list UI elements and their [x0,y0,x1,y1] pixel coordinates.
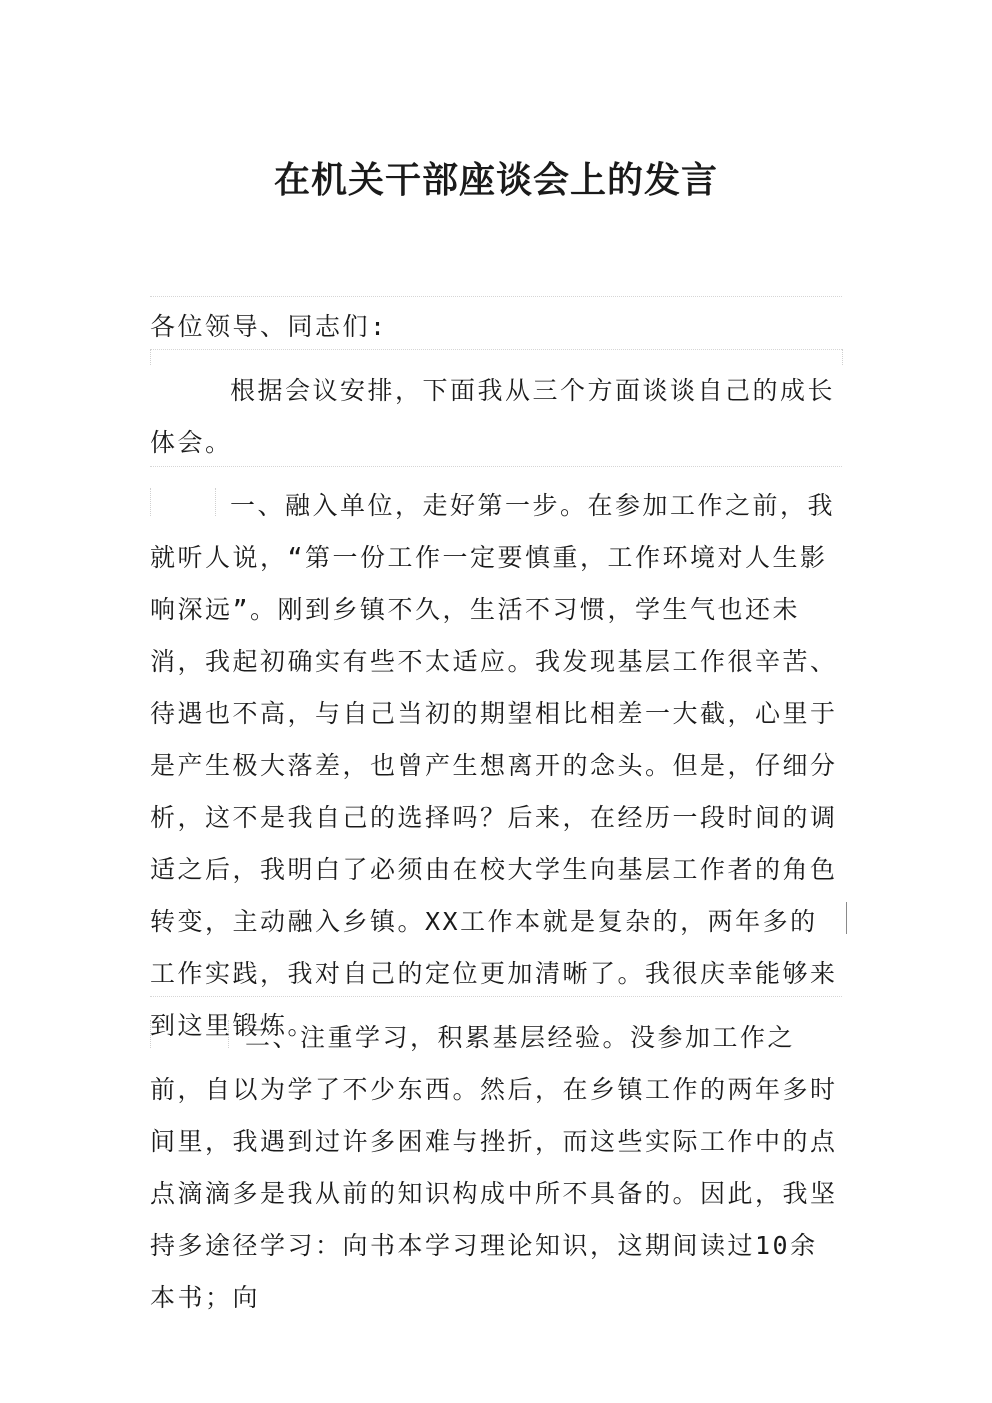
divider-line [150,296,842,297]
margin-mark [842,349,843,365]
paragraph-section-one: 一、融入单位，走好第一步。在参加工作之前，我就听人说，“第一份工作一定要慎重，工作环境对人生影响深远”。刚到乡镇不久，生活不习惯，学生气也还未消，我起初确实有些不太适应。我发现基层工作很辛苦、待遇也不高，与自己当初的期望相比相差一大截，心里于是产生极大落差，也曾产生想离开的念头。但是，仔细分析，这不是我自己的选择吗？后来，在经历一段时间的调适之后，我明白了必须由在校大学生向基层工作者的角色转变，主动融入乡镇。XX工作本就是复杂的，两年多的工作实践，我对自己的定位更加清晰了。我很庆幸能够来到这里锻炼。 [150,491,838,1040]
divider-line [150,466,842,467]
margin-mark [150,349,151,365]
paragraph-intro: 根据会议安排，下面我从三个方面谈谈自己的成长体会。 [150,376,836,457]
salutation: 各位领导、同志们: [150,312,388,341]
divider-line [150,996,842,997]
divider-line [150,349,842,350]
paragraph-section-two: 二、注重学习，积累基层经验。没参加工作之前，自以为学了不少东西。然后，在乡镇工作的两年多时间里，我遇到过许多困难与挫折，而这些实际工作中的点点滴滴多是我从前的知识构成中所不具备的。因此，我坚持多途径学习：向书本学习理论知识，这期间读过10余本书；向 [150,1023,838,1312]
document-title: 在机关干部座谈会上的发言 [273,159,718,201]
margin-mark [846,902,847,934]
